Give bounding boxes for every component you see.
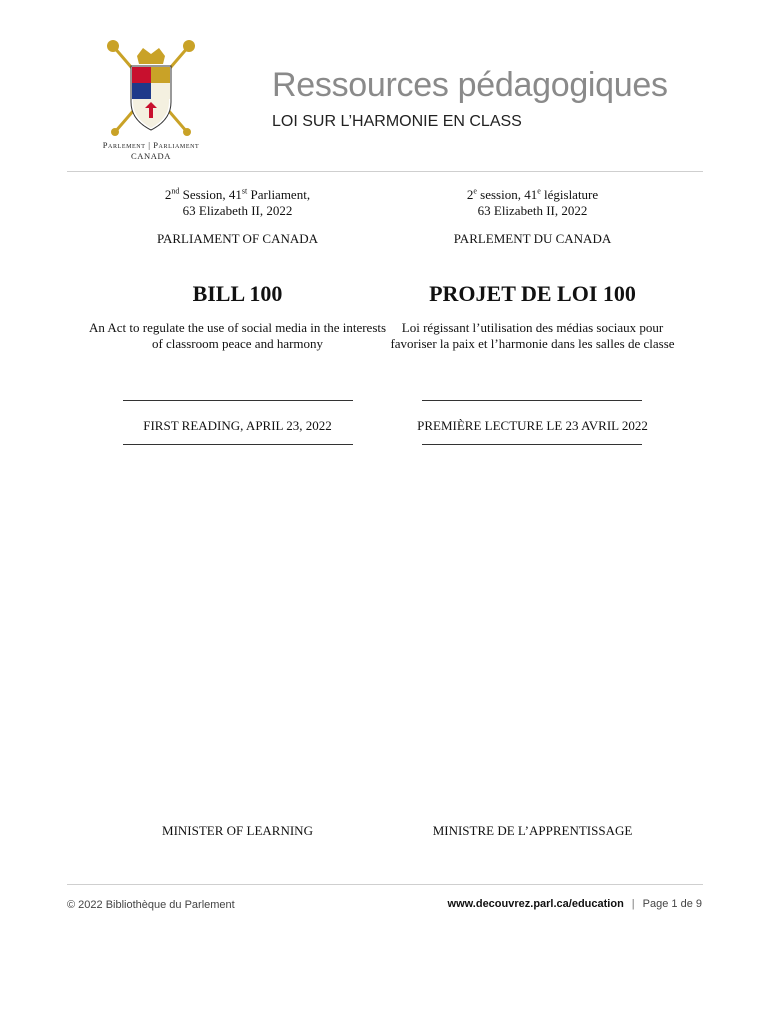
rule-fr-bottom — [422, 444, 642, 445]
parliament-en: PARLIAMENT OF CANADA — [156, 231, 319, 246]
year-fr: 63 Elizabeth II, 2022 — [477, 203, 588, 218]
year-en: 63 Elizabeth II, 2022 — [182, 203, 293, 218]
rule-fr-top — [422, 400, 642, 401]
website-link[interactable]: www.decouvrez.parl.ca/education — [447, 898, 624, 910]
first-reading-en: FIRST READING, APRIL 23, 2022 — [143, 418, 332, 433]
session-en: 2nd Session, 41st Parliament, 63 Elizabeth II, 2022 — [164, 186, 311, 218]
session-fr: 2e session, 41e législature 63 Elizabeth II, 2022 — [466, 186, 599, 218]
footer-separator: | — [631, 898, 635, 910]
description-fr: Loi régissant l’utilisation des médias sociaux pour favoriser la paix et l’harmonie dans les salles de classe — [390, 320, 675, 351]
page-subtitle: LOI SUR L’HARMONIE EN CLASS — [272, 113, 522, 130]
page-number: Page 1 de 9 — [642, 898, 702, 910]
rule-en-top — [123, 400, 353, 401]
bill-title-en: BILL 100 — [192, 281, 283, 306]
page-title: Ressources pédagogiques — [272, 66, 668, 104]
first-reading-fr: PREMIÈRE LECTURE LE 23 AVRIL 2022 — [417, 418, 648, 433]
footer-divider — [67, 884, 703, 885]
logo-text-canada: CANADA — [131, 151, 171, 161]
rule-en-bottom — [123, 444, 353, 445]
minister-en: MINISTER OF LEARNING — [162, 823, 313, 838]
parliament-fr: PARLEMENT DU CANADA — [453, 231, 612, 246]
parliament-logo — [95, 36, 207, 162]
header-divider — [67, 171, 703, 172]
minister-fr: MINISTRE DE L’APPRENTISSAGE — [432, 823, 633, 838]
description-en: An Act to regulate the use of social media in the interests of classroom peace and harmony — [88, 320, 387, 351]
copyright-text: © 2022 Bibliothèque du Parlement — [67, 899, 235, 911]
footer-right — [448, 898, 702, 910]
bill-title-fr: PROJET DE LOI 100 — [429, 281, 636, 306]
logo-text-bilingual: Parlement | Parliament — [102, 140, 200, 150]
